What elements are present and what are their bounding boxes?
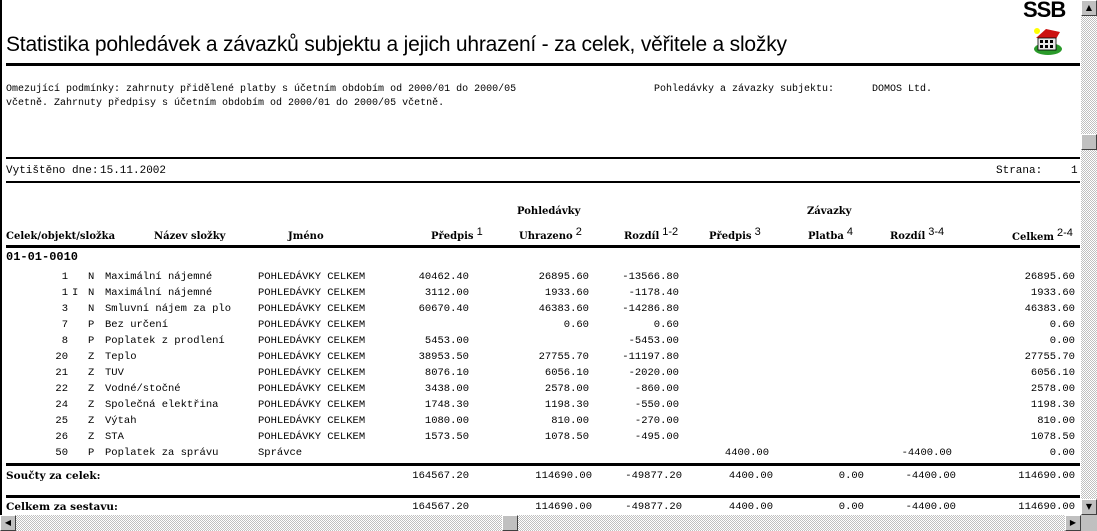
- row-person-name: POHLEDÁVKY CELKEM: [258, 303, 366, 315]
- printed-label: Vytištěno dne:: [6, 165, 99, 177]
- col-rozdil34: [890, 226, 944, 242]
- col-celek: Celek/objekt/složka: [6, 231, 116, 242]
- vertical-scrollbar[interactable]: [1081, 0, 1097, 515]
- row-number: 26: [55, 431, 68, 443]
- row-value-c: 26895.60: [1024, 271, 1075, 283]
- row-type: P: [88, 319, 95, 331]
- printed-date: 15.11.2002: [100, 165, 167, 177]
- house-icon: [1030, 26, 1066, 56]
- row-subcode: I: [72, 287, 79, 299]
- totals-value-u: 114690.00: [535, 501, 592, 513]
- row-person-name: POHLEDÁVKY CELKEM: [258, 383, 366, 395]
- row-number: 3: [61, 303, 68, 315]
- col-uhrazeno: [519, 226, 582, 242]
- divider: [6, 63, 1080, 66]
- row-value-p1: 8076.10: [424, 367, 469, 379]
- row-value-p1: 5453.00: [424, 335, 469, 347]
- row-number: 1: [61, 287, 68, 299]
- col-celkem-sup: 2-4: [1057, 227, 1073, 239]
- divider: [6, 463, 1080, 466]
- col-rozdil12-sup: 1-2: [662, 226, 679, 238]
- col-platba-sup: 4: [846, 226, 854, 238]
- row-value-p3: 4400.00: [724, 447, 769, 459]
- row-person-name: POHLEDÁVKY CELKEM: [258, 335, 366, 347]
- row-person-name: POHLEDÁVKY CELKEM: [258, 351, 366, 363]
- row-type: Z: [88, 415, 95, 427]
- totals-value-p3: 4400.00: [728, 501, 773, 513]
- ssb-logo: [1020, 0, 1078, 58]
- row-number: 21: [55, 367, 68, 379]
- totals-value-pl: 0.00: [838, 501, 864, 513]
- row-person-name: POHLEDÁVKY CELKEM: [258, 431, 366, 443]
- row-value-c: 1933.60: [1030, 287, 1075, 299]
- row-number: 8: [61, 335, 68, 347]
- row-value-p1: 40462.40: [418, 271, 469, 283]
- row-value-u: 2578.00: [544, 383, 589, 395]
- totals-value-p1: 164567.20: [412, 501, 469, 513]
- row-value-r12: 0.60: [653, 319, 679, 331]
- col-rozdil34-label: Rozdíl: [890, 231, 926, 242]
- row-value-u: 0.60: [563, 319, 589, 331]
- group-zavazky: Závazky: [807, 206, 852, 217]
- scroll-left-icon[interactable]: ◀: [0, 515, 16, 531]
- totals-value-c: 114690.00: [1018, 501, 1075, 513]
- row-value-u: 27755.70: [538, 351, 589, 363]
- scroll-down-icon[interactable]: ▼: [1081, 499, 1097, 515]
- row-type: N: [88, 287, 95, 299]
- row-number: 24: [55, 399, 68, 411]
- row-component-name: Teplo: [105, 351, 137, 363]
- row-value-u: 1933.60: [544, 287, 589, 299]
- report-title: Statistika pohledávek a závazků subjektu a jejich uhrazení - za celek, věřitele a složky: [6, 33, 787, 56]
- row-person-name: POHLEDÁVKY CELKEM: [258, 367, 366, 379]
- row-value-c: 2578.00: [1030, 383, 1075, 395]
- row-type: P: [88, 447, 95, 459]
- row-value-r12: -2020.00: [628, 367, 679, 379]
- col-predpis3-label: Předpis: [709, 231, 752, 242]
- conditions-line1: Omezující podmínky: zahrnuty přidělené platby s účetním obdobím od 2000/01 do 2000/05: [6, 84, 517, 95]
- row-component-name: Vodné/stočné: [105, 383, 181, 395]
- row-value-r12: -5453.00: [628, 335, 679, 347]
- col-predpis3-sup: 3: [754, 226, 761, 238]
- resize-grip[interactable]: [1081, 515, 1097, 531]
- scroll-up-icon[interactable]: ▲: [1081, 0, 1097, 16]
- totals-value-r34: -4400.00: [905, 470, 956, 482]
- row-component-name: STA: [105, 431, 124, 443]
- row-person-name: POHLEDÁVKY CELKEM: [258, 287, 366, 299]
- row-value-p1: 60670.40: [418, 303, 469, 315]
- row-value-r12: -14286.80: [622, 303, 679, 315]
- totals-value-r12: -49877.20: [625, 501, 682, 513]
- row-type: Z: [88, 431, 95, 443]
- row-value-u: 6056.10: [544, 367, 589, 379]
- row-value-u: 810.00: [551, 415, 589, 427]
- col-predpis3: [709, 226, 761, 242]
- subject-label: Pohledávky a závazky subjektu:: [654, 84, 835, 95]
- totals-value-p1: 164567.20: [412, 470, 469, 482]
- row-component-name: Maximální nájemné: [105, 271, 213, 283]
- row-value-r12: -270.00: [634, 415, 679, 427]
- row-type: Z: [88, 351, 95, 363]
- divider: [6, 157, 1080, 159]
- row-value-c: 46383.60: [1024, 303, 1075, 315]
- subject-value: DOMOS Ltd.: [872, 84, 933, 95]
- row-value-r12: -13566.80: [622, 271, 679, 283]
- totals-value-p3: 4400.00: [728, 470, 773, 482]
- row-value-c: 6056.10: [1030, 367, 1075, 379]
- col-nazev: Název složky: [154, 231, 226, 242]
- col-celkem-label: Celkem: [1012, 232, 1054, 243]
- row-number: 22: [55, 383, 68, 395]
- totals-value-u: 114690.00: [535, 470, 592, 482]
- group-code: 01-01-0010: [6, 250, 79, 264]
- row-value-u: 26895.60: [538, 271, 589, 283]
- totals-label: Celkem za sestavu:: [6, 501, 118, 513]
- row-number: 20: [55, 351, 68, 363]
- row-value-u: 1078.50: [544, 431, 589, 443]
- row-type: Z: [88, 383, 95, 395]
- row-value-p1: 1573.50: [424, 431, 469, 443]
- row-value-u: 1198.30: [544, 399, 589, 411]
- row-type: Z: [88, 367, 95, 379]
- conditions-line2: včetně. Zahrnuty předpisy s účetním obdobím od 2000/01 do 2000/05 včetně.: [6, 98, 445, 109]
- row-value-c: 1078.50: [1030, 431, 1075, 443]
- col-predpis1: [431, 226, 483, 242]
- row-value-r12: -495.00: [634, 431, 679, 443]
- page-label: Strana:: [996, 165, 1043, 177]
- row-value-c: 1198.30: [1030, 399, 1075, 411]
- row-type: N: [88, 303, 95, 315]
- col-uhrazeno-label: Uhrazeno: [519, 231, 573, 242]
- row-value-c: 27755.70: [1024, 351, 1075, 363]
- totals-value-r34: -4400.00: [905, 501, 956, 513]
- row-value-c: 0.00: [1049, 335, 1075, 347]
- logo-text: SSB: [1023, 0, 1066, 22]
- row-value-u: 46383.60: [538, 303, 589, 315]
- col-predpis1-sup: 1: [476, 226, 483, 238]
- horizontal-scroll-thumb[interactable]: [502, 515, 518, 531]
- totals-value-c: 114690.00: [1018, 470, 1075, 482]
- row-person-name: POHLEDÁVKY CELKEM: [258, 415, 366, 427]
- row-value-c: 810.00: [1037, 415, 1075, 427]
- row-person-name: Správce: [258, 447, 303, 459]
- row-component-name: Výtah: [105, 415, 137, 427]
- row-value-p1: 1080.00: [424, 415, 469, 427]
- row-type: Z: [88, 399, 95, 411]
- totals-value-r12: -49877.20: [625, 470, 682, 482]
- row-number: 1: [61, 271, 68, 283]
- row-component-name: Společná elektřina: [105, 399, 219, 411]
- row-component-name: Maximální nájemné: [105, 287, 213, 299]
- row-component-name: TUV: [105, 367, 124, 379]
- row-component-name: Poplatek za správu: [105, 447, 219, 459]
- divider: [6, 181, 1080, 183]
- col-platba: [808, 226, 853, 242]
- totals-label: Součty za celek:: [6, 470, 101, 482]
- row-value-r12: -860.00: [634, 383, 679, 395]
- row-value-p1: 1748.30: [424, 399, 469, 411]
- row-value-p1: 3112.00: [424, 287, 469, 299]
- totals-value-pl: 0.00: [838, 470, 864, 482]
- row-value-p1: 38953.50: [418, 351, 469, 363]
- page-number: 1: [1071, 165, 1078, 177]
- scroll-right-icon[interactable]: ▶: [1065, 515, 1081, 531]
- row-value-p1: 3438.00: [424, 383, 469, 395]
- col-rozdil12-label: Rozdíl: [624, 231, 660, 242]
- row-value-r12: -550.00: [634, 399, 679, 411]
- col-platba-label: Platba: [808, 231, 844, 242]
- header-divider: [6, 245, 1080, 248]
- horizontal-scrollbar[interactable]: [0, 515, 1081, 531]
- row-component-name: Poplatek z prodlení: [105, 335, 225, 347]
- divider: [6, 495, 1080, 498]
- vertical-scroll-thumb[interactable]: [1081, 134, 1097, 150]
- row-value-c: 0.60: [1049, 319, 1075, 331]
- col-celkem: [1012, 227, 1073, 243]
- group-pohledavky: Pohledávky: [517, 206, 581, 217]
- col-rozdil34-sup: 3-4: [928, 226, 945, 238]
- row-component-name: Bez určení: [105, 319, 169, 331]
- row-type: N: [88, 271, 95, 283]
- row-value-c: 0.00: [1049, 447, 1075, 459]
- row-value-r34: -4400.00: [901, 447, 952, 459]
- row-number: 50: [55, 447, 68, 459]
- row-type: P: [88, 335, 95, 347]
- col-predpis1-label: Předpis: [431, 231, 474, 242]
- row-person-name: POHLEDÁVKY CELKEM: [258, 319, 366, 331]
- col-uhrazeno-sup: 2: [575, 226, 582, 238]
- row-person-name: POHLEDÁVKY CELKEM: [258, 271, 366, 283]
- col-rozdil12: [624, 226, 678, 242]
- row-number: 7: [61, 319, 68, 331]
- row-value-r12: -1178.40: [628, 287, 679, 299]
- row-component-name: Smluvní nájem za plo: [105, 303, 232, 315]
- row-value-r12: -11197.80: [622, 351, 679, 363]
- col-jmeno: Jméno: [288, 231, 324, 242]
- row-number: 25: [55, 415, 68, 427]
- row-person-name: POHLEDÁVKY CELKEM: [258, 399, 366, 411]
